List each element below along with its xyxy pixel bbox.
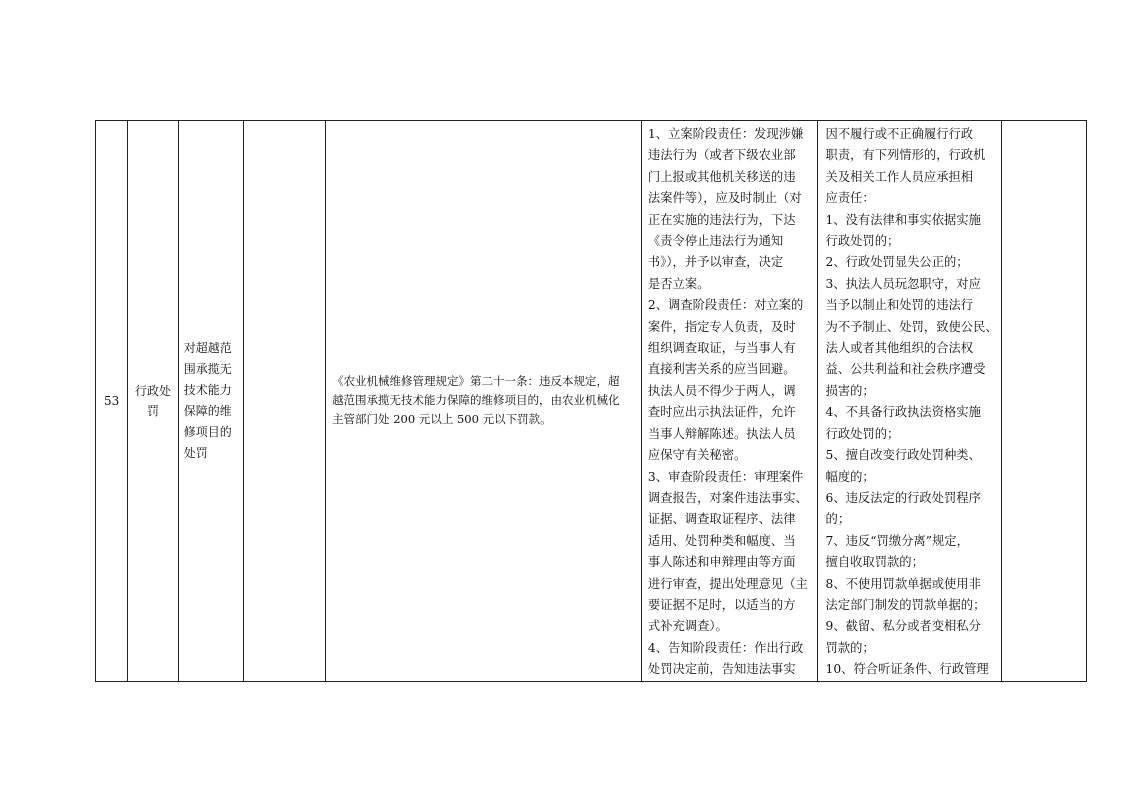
accountability-line: 2、行政处罚显失公正的； [825,255,969,270]
accountability-line: 损害的； [825,383,875,398]
responsibility-line: 证据、调查取证程序、法律 [647,512,796,527]
accountability-line: 6、违反法定的行政处罚程序 [825,490,981,505]
accountability-line: 的； [825,512,851,527]
responsibility-line: 应保守有关秘密。 [647,448,747,463]
power-type-line: 行政处 [135,383,172,398]
legal-basis-cell [326,121,642,682]
accountability-line: 法定部门制发的罚款单据的； [825,597,986,612]
responsibility-line: 直接利害关系的应当回避。 [647,362,796,377]
accountability-line: 7、违反“罚缴分离”规定， [825,533,969,548]
sub-item-cell [244,121,326,682]
accountability-line: 为不予制止、处罚，致使公民、 [825,319,998,334]
accountability-line: 行政处罚的； [825,234,900,249]
responsibility-line: 是否立案。 [647,276,710,291]
accountability-line: 关及相关工作人员应承担相 [825,169,974,184]
accountability-line: 职责，有下列情形的，行政机 [825,148,986,163]
table-row [96,121,1087,682]
responsibility-line: 要证据不足时，以适当的方 [647,597,796,612]
accountability-line: 益、公共利益和社会秩序遭受 [825,362,986,377]
responsibility-line: 2、调查阶段责任：对立案的 [647,298,804,313]
responsibility-line: 当事人辩解陈述。执法人员 [647,426,796,441]
responsibility-line: 法案件等），应及时制止（对 [647,191,802,206]
responsibility-line: 适用、处罚种类和幅度、当 [647,533,796,548]
accountability-line: 4、不具备行政执法资格实施 [825,405,981,420]
responsibility-line: 调查报告，对案件违法事实、 [647,490,808,505]
responsibility-line: 查时应出示执法证件，允许 [647,405,796,420]
accountability-line: 应责任： [825,191,875,206]
accountability-line: 10、符合听证条件、行政管理 [825,662,989,677]
responsibility-cell [641,121,817,682]
accountability-line: 行政处罚的； [825,426,900,441]
responsibility-line: 事人陈述和申辩理由等方面 [647,555,796,570]
responsibility-line: 违法行为（或者下级农业部 [647,148,796,163]
accountability-line: 1、没有法律和事实依据实施 [825,212,981,227]
legal-basis-line: 越范围承揽无技术能力保障的维修项目的，由农业机械化 [332,393,620,408]
responsibility-line: 案件，指定专人负责，及时 [647,319,796,334]
responsibility-line: 处罚决定前，告知违法事实 [647,662,796,677]
accountability-line: 法人或者其他组织的合法权 [825,341,974,356]
responsibility-line: 1、立案阶段责任：发现涉嫌 [647,127,804,141]
responsibility-line: 书》），并予以审查，决定 [647,255,784,270]
power-name-cell [178,121,244,682]
power-name-line: 修项目的 [183,424,232,439]
responsibility-line: 3、审查阶段责任：审理案件 [647,469,804,484]
responsibility-line: 组织调查取证，与当事人有 [647,341,796,356]
power-name-line: 技术能力 [183,382,232,397]
responsibility-line: 进行审查，提出处理意见（主 [647,576,808,591]
item-number: 53 [104,393,120,408]
accountability-line: 9、截留、私分或者变相私分 [825,619,981,634]
accountability-line: 5、擅自改变行政处罚种类、 [825,448,981,463]
power-type-line: 罚 [147,403,160,418]
power-name-line: 对超越范 [183,340,232,355]
power-name-line: 处罚 [183,445,208,460]
power-name-line: 保障的维 [183,403,232,418]
responsibility-line: 执法人员不得少于两人，调 [647,383,796,398]
responsibility-line: 门上报或其他机关移送的违 [647,169,796,184]
responsibility-line: 式补充调查）。 [647,619,728,634]
accountability-line: 当予以制止和处罚的违法行 [825,298,974,313]
accountability-line: 3、执法人员玩忽职守，对应 [825,276,981,291]
legal-basis-line: 主管部门处 200 元以上 500 元以下罚款。 [332,412,552,427]
accountability-line: 因不履行或不正确履行行政 [825,127,974,141]
accountability-line: 幅度的； [825,469,875,484]
accountability-line: 罚款的； [825,640,875,655]
accountability-cell [817,121,1002,682]
power-name-line: 围承揽无 [183,361,232,376]
responsibility-line: 正在实施的违法行为，下达 [647,212,796,227]
power-list-table [95,120,1087,682]
accountability-line: 8、不使用罚款单据或使用非 [825,576,981,591]
power-type-cell [128,121,178,682]
note-cell [1002,121,1087,682]
legal-basis-line: 《农业机械维修管理规定》第二十一条：违反本规定，超 [332,374,620,389]
item-number-cell [96,121,128,682]
responsibility-line: 《责令停止违法行为通知 [647,234,784,249]
accountability-line: 擅自收取罚款的； [825,555,924,570]
responsibility-line: 4、告知阶段责任：作出行政 [647,640,804,655]
